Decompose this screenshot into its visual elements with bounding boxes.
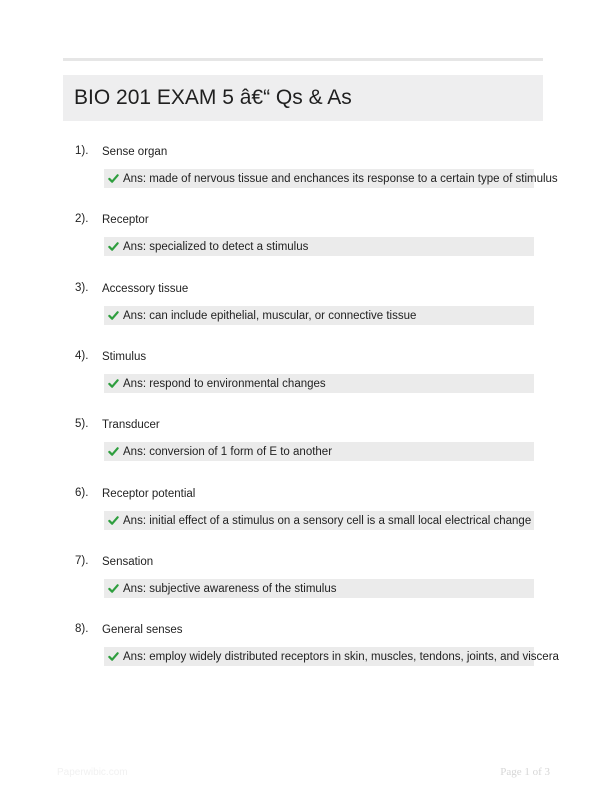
answer-text: Ans: respond to environmental changes <box>123 377 326 390</box>
qa-item <box>63 145 558 205</box>
qa-item <box>63 213 543 273</box>
question-number: 2). <box>75 213 89 225</box>
answer-text: Ans: can include epithelial, muscular, or connective tissue <box>123 309 417 322</box>
check-icon <box>108 515 119 526</box>
check-icon <box>108 651 119 662</box>
question-number: 8). <box>75 623 89 635</box>
qa-item <box>63 350 543 410</box>
question-term: Stimulus <box>102 351 147 363</box>
footer-watermark: Paperwibic.com <box>57 767 128 778</box>
answer-box <box>104 442 534 461</box>
check-icon <box>108 310 119 321</box>
answer-text: Ans: conversion of 1 form of E to another <box>123 445 333 458</box>
question-term: Sensation <box>102 556 154 568</box>
question-term: Transducer <box>102 419 160 431</box>
question-number: 7). <box>75 555 89 567</box>
question-number: 6). <box>75 487 89 499</box>
qa-item <box>63 487 543 547</box>
check-icon <box>108 446 119 457</box>
title-banner <box>63 75 543 121</box>
qa-item <box>63 623 559 683</box>
answer-text: Ans: made of nervous tissue and enchances its response to a certain type of stimulus <box>123 172 558 185</box>
question-number: 4). <box>75 350 89 362</box>
question-number: 3). <box>75 282 89 294</box>
answer-text: Ans: subjective awareness of the stimulus <box>123 582 337 595</box>
qa-item <box>63 282 543 342</box>
question-term: Receptor <box>102 214 149 226</box>
qa-item <box>63 555 543 615</box>
question-term: Sense organ <box>102 146 168 158</box>
qa-item <box>63 418 543 478</box>
answer-box <box>104 374 534 393</box>
page-number: Page 1 of 3 <box>500 766 550 778</box>
check-icon <box>108 583 119 594</box>
answer-box <box>104 579 534 598</box>
answer-box <box>104 237 534 256</box>
question-number: 1). <box>75 145 89 157</box>
question-number: 5). <box>75 418 89 430</box>
check-icon <box>108 378 119 389</box>
check-icon <box>108 241 119 252</box>
question-term: General senses <box>102 624 183 636</box>
answer-box <box>104 306 534 325</box>
answer-box <box>104 511 534 530</box>
answer-box <box>104 169 558 188</box>
check-icon <box>108 173 119 184</box>
answer-text: Ans: specialized to detect a stimulus <box>123 240 309 253</box>
top-divider <box>63 58 543 61</box>
question-term: Accessory tissue <box>102 283 189 295</box>
question-term: Receptor potential <box>102 488 196 500</box>
answer-text: Ans: employ widely distributed receptors in skin, muscles, tendons, joints, and viscera <box>123 650 559 663</box>
answer-box <box>104 647 559 666</box>
answer-text: Ans: initial effect of a stimulus on a sensory cell is a small local electrical change <box>123 514 532 527</box>
page-title: BIO 201 EXAM 5 â€“ Qs & As <box>74 86 352 109</box>
